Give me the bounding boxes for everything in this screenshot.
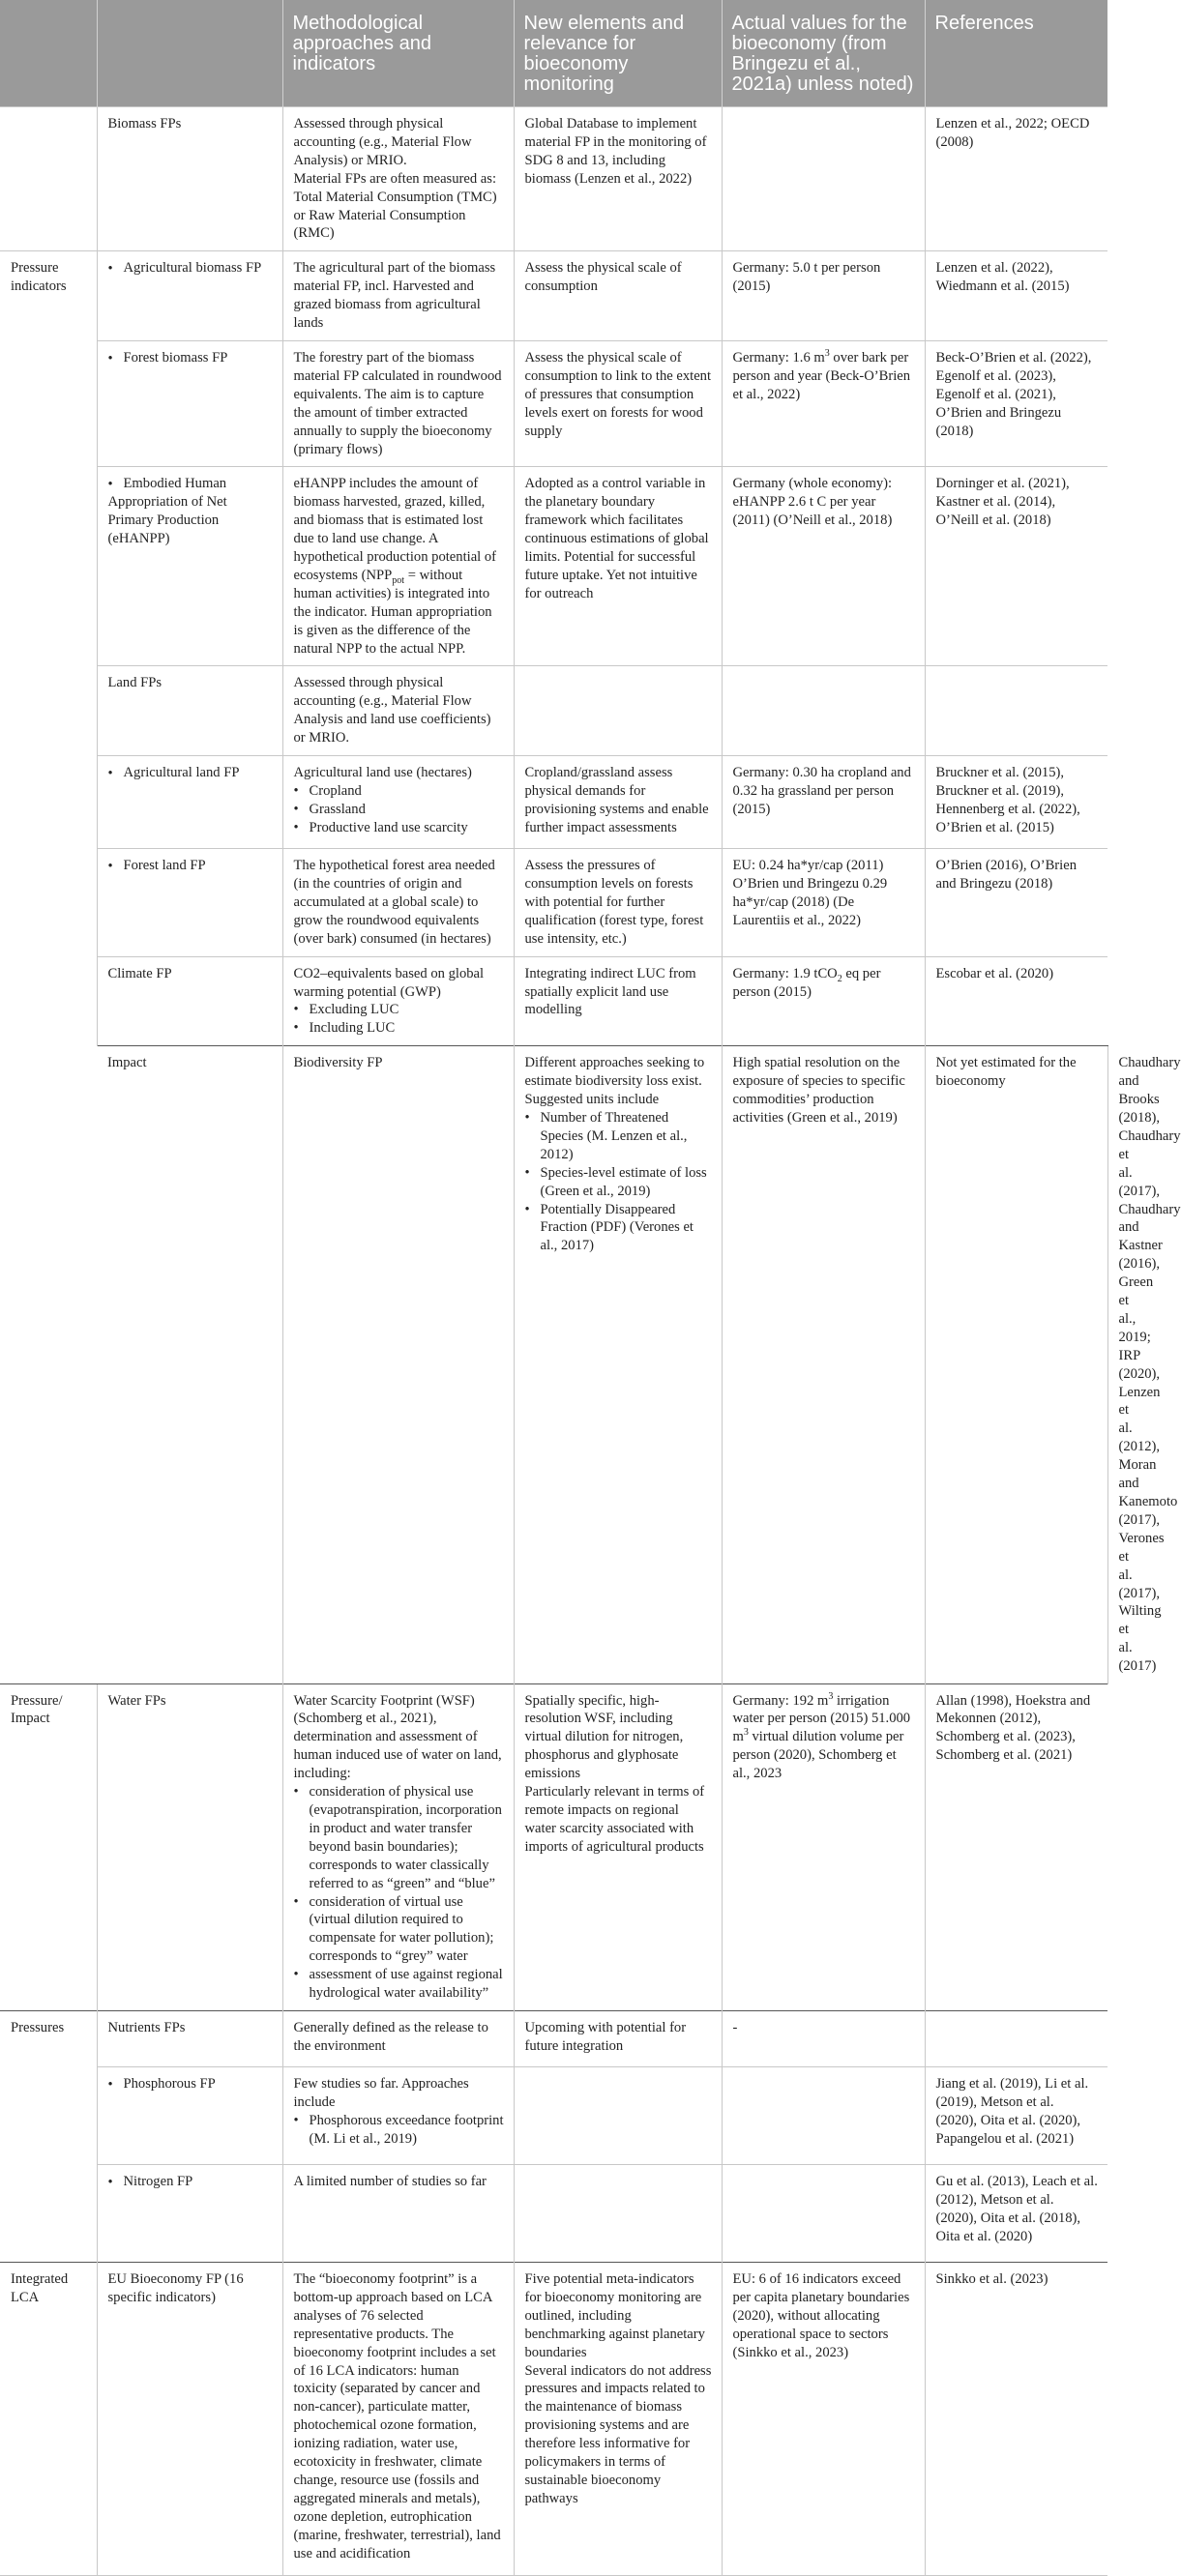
table-row — [0, 2010, 1107, 2066]
relevance-cell: Global Database to implement material FP in the monitoring of SDG 8 and 13, including biomass (Lenzen et al., 2022) — [514, 107, 722, 251]
references-cell: Jiang et al. (2019), Li et al. (2019), Metson et al. (2020), Oita et al. (2020), Papangelou et al. (2021) — [925, 2066, 1107, 2164]
relevance-cell — [514, 2164, 722, 2262]
header-category — [0, 0, 97, 107]
header-new-elements: New elements and relevance for bioeconomy monitoring — [514, 0, 722, 107]
references-cell: Bruckner et al. (2015), Bruckner et al. (2019), Hennenberg et al. (2022), O’Brien et al. (2015) — [925, 756, 1107, 849]
footprint-name: Land FPs — [97, 666, 282, 756]
method-cell: The forestry part of the biomass material FP calculated in roundwood equivalents. The aim is to capture the amount of timber extracted annually to supply the bioeconomy (primary flows) — [282, 340, 514, 466]
relevance-cell: Cropland/grassland assess physical demands for provisioning systems and enable further impact assessments — [514, 756, 722, 849]
values-cell: EU: 0.24 ha*yr/cap (2011) O’Brien und Bringezu 0.29 ha*yr/cap (2018) (De Laurentiis et al., 2022) — [722, 849, 925, 957]
footprint-name: Biomass FPs — [97, 107, 282, 251]
references-cell: Lenzen et al. (2022), Wiedmann et al. (2015) — [925, 251, 1107, 341]
footprint-name-text: • Phosphorous FP — [108, 2076, 216, 2092]
footprint-name-text: • Agricultural land FP — [108, 765, 240, 780]
footprint-name-text: • Embodied Human Appropriation of Net Primary Production (eHANPP) — [108, 476, 227, 546]
category-pressures: Pressures — [0, 2010, 97, 2262]
footprint-name: EU Bioeconomy FP (16 specific indicators) — [97, 2262, 282, 2575]
values-cell: Not yet estimated for the bioeconomy — [925, 1046, 1107, 1683]
table-row — [0, 2164, 1107, 2262]
list-item: • Species-level estimate of loss (Green et al., 2019) — [525, 1164, 712, 1201]
category-pressure-impact: Pressure/ Impact — [0, 1683, 97, 2010]
table-row — [0, 666, 1107, 756]
footprint-name: Nutrients FPs — [97, 2010, 282, 2066]
values-cell — [722, 666, 925, 756]
references-cell: Sinkko et al. (2023) — [925, 2262, 1107, 2575]
values-cell: Germany (whole economy): eHANPP 2.6 t C per year (2011) (O’Neill et al., 2018) — [722, 467, 925, 666]
relevance-cell: Assess the pressures of consumption levels on forests with potential for further qualification (forest type, forest use intensity, etc.) — [514, 849, 722, 957]
method-cell — [282, 107, 514, 251]
references-cell: Gu et al. (2013), Leach et al. (2012), Metson et al. (2020), Oita et al. (2018), Oita et al. (2020) — [925, 2164, 1107, 2262]
category-cell — [0, 107, 97, 251]
relevance-cell: Assess the physical scale of consumption to link to the extent of pressures that consumption levels exert on forests for wood supply — [514, 340, 722, 466]
values-cell: EU: 6 of 16 indicators exceed per capita planetary boundaries (2020), without allocating operational space to sectors (Sinkko et al., 2023) — [722, 2262, 925, 2575]
references-cell — [925, 2010, 1107, 2066]
table-row — [0, 756, 1107, 849]
list-item: • Phosphorous exceedance footprint (M. Li et al., 2019) — [294, 2112, 504, 2149]
method-cell: A limited number of studies so far — [282, 2164, 514, 2262]
footprint-name — [97, 756, 282, 849]
relevance-cell: Assess the physical scale of consumption — [514, 251, 722, 341]
table-row — [0, 340, 1107, 466]
list-item: • Cropland — [294, 782, 504, 801]
list-item: • Including LUC — [294, 1019, 504, 1038]
relevance-cell — [514, 666, 722, 756]
references-cell: Lenzen et al., 2022; OECD (2008) — [925, 107, 1107, 251]
footprint-name-text: • Nitrogen FP — [108, 2174, 193, 2189]
values-cell: Germany: 1.6 $m^3$ over bark per person and year (Beck-O’Brien et al., 2022) — [722, 340, 925, 466]
method-cell: The agricultural part of the biomass material FP, incl. Harvested and grazed biomass from agricultural lands — [282, 251, 514, 341]
header-references: References — [925, 0, 1107, 107]
footprint-name — [97, 340, 282, 466]
values-cell: Germany: 0.30 ha cropland and 0.32 ha grassland per person (2015) — [722, 756, 925, 849]
header-footprint — [97, 0, 282, 107]
method-cell: The hypothetical forest area needed (in the countries of origin and accumulated at a global scale) to grow the roundwood equivalents (over bark) consumed (in hectares) — [282, 849, 514, 957]
values-cell — [722, 107, 925, 251]
header-actual-values: Actual values for the bioeconomy (from Bringezu et al., 2021a) unless noted) — [722, 0, 925, 107]
references-cell: Allan (1998), Hoekstra and Mekonnen (2012), Schomberg et al. (2023), Schomberg et al. (2021) — [925, 1683, 1107, 2010]
footprint-name: Biodiversity FP — [282, 1046, 514, 1683]
list-item: • Productive land use scarcity — [294, 819, 504, 837]
method-cell: Few studies so far. Approaches include • Phosphorous exceedance footprint (M. Li et al., 2019) — [282, 2066, 514, 2164]
values-cell — [722, 2164, 925, 2262]
references-cell: Dorninger et al. (2021), Kastner et al. (2014), O’Neill et al. (2018) — [925, 467, 1107, 666]
table-row — [0, 467, 1107, 666]
list-item: • consideration of virtual use (virtual dilution required to compensate for water pollution); corresponds to “grey” water — [294, 1893, 504, 1967]
method-text: Assessed through physical accounting (e.g., Material Flow Analysis) or MRIO. — [293, 116, 472, 168]
category-pressure-indicators: Pressure indicators — [0, 251, 97, 1683]
method-cell: CO2–equivalents based on global warming potential (GWP) • Excluding LUC • Including LUC — [282, 956, 514, 1046]
footprint-name-text: • Agricultural biomass FP — [108, 260, 262, 276]
relevance-cell — [514, 2066, 722, 2164]
relevance-cell: Upcoming with potential for future integration — [514, 2010, 722, 2066]
list-item: • Potentially Disappeared Fraction (PDF) (Verones et al., 2017) — [525, 1201, 712, 1256]
references-cell: Escobar et al. (2020) — [925, 956, 1107, 1046]
footprint-name — [97, 251, 282, 341]
method-text: Material FPs are often measured as: — [293, 170, 497, 187]
method-text: Total Material Consumption (TMC) or Raw Material Consumption (RMC) — [293, 189, 497, 242]
relevance-cell: Five potential meta-indicators for bioeconomy monitoring are outlined, including benchmarking against planetary boundaries Several indicators do not address pressures and impacts related to the maintenance of biomass provisioning systems and are therefore less informative for policymakers in terms of sustainable bioeconomy pathways — [514, 2262, 722, 2575]
method-cell: Assessed through physical accounting (e.g., Material Flow Analysis and land use coefficients) or MRIO. — [282, 666, 514, 756]
values-cell — [722, 2066, 925, 2164]
relevance-cell: Adopted as a control variable in the planetary boundary framework which facilitates continuous estimations of global limits. Potential for successful future uptake. Yet not intuitive for outreach — [514, 467, 722, 666]
method-cell: Water Scarcity Footprint (WSF) (Schomberg et al., 2021), determination and assessment of human induced use of water on land, including: • consideration of physical use (evapotranspiration, incorporation in product and water transfer beyond basin boundaries); corresponds to water classically referred to as “green” and “blue” • consideration of virtual use (virtual dilution required to compensate for water pollution); corresponds to “grey” water • assessment of use against regional hydrological water availability” — [282, 1683, 514, 2010]
list-item: • assessment of use against regional hydrological water availability” — [294, 1966, 504, 2003]
list-item: • Grassland — [294, 801, 504, 819]
method-cell: Generally defined as the release to the environment — [282, 2010, 514, 2066]
method-cell: eHANPP includes the amount of biomass harvested, grazed, killed, and biomass that is estimated lost due to land use change. A hypothetical production potential of ecosystems ($NPP_{pot}$ = without human activities) is integrated into the indicator. Human appropriation is given as the difference of the natural NPP to the actual NPP. — [282, 467, 514, 666]
table-row — [0, 107, 1107, 251]
values-cell: Germany: 192 $m^3$ irrigation water per person (2015) 51.000 $m^3$ virtual dilution volume per person (2020), Schomberg et al., 2023 — [722, 1683, 925, 2010]
references-cell — [925, 666, 1107, 756]
footprint-name: Water FPs — [97, 1683, 282, 2010]
table-row — [0, 2066, 1107, 2164]
footprint-name-text: • Forest biomass FP — [108, 350, 228, 366]
category-integrated-lca: Integrated LCA — [0, 2262, 97, 2575]
method-cell: The “bioeconomy footprint” is a bottom-up approach based on LCA analyses of 76 selected representative products. The bioeconomy footprint includes a set of 16 LCA indicators: human toxicity (separated by cancer and non-cancer), particulate matter, photochemical ozone formation, ionizing radiation, water use, ecotoxicity in freshwater, climate change, resource use (fossils and aggregated minerals and metals), ozone depletion, eutrophication (marine, freshwater, terrestrial), land use and acidification — [282, 2262, 514, 2575]
relevance-cell: High spatial resolution on the exposure of species to specific commodities’ production activities (Green et al., 2019) — [722, 1046, 925, 1683]
category-impact: Impact — [97, 1046, 282, 1683]
values-cell: Germany: 5.0 t per person (2015) — [722, 251, 925, 341]
references-cell: O’Brien (2016), O’Brien and Bringezu (2018) — [925, 849, 1107, 957]
footprint-name — [97, 849, 282, 957]
relevance-cell: Spatially specific, high-resolution WSF, including virtual dilution for nitrogen, phosphorus and glyphosate emissions Particularly relevant in terms of remote impacts on regional water scarcity associated with imports of agricultural products — [514, 1683, 722, 2010]
table-row — [0, 956, 1107, 1046]
list-item: • consideration of physical use (evapotranspiration, incorporation in product and water transfer beyond basin boundaries); corresponds to water classically referred to as “green” and “blue” — [294, 1783, 504, 1892]
values-cell: Germany: 1.9 tCO$_2$ eq per person (2015) — [722, 956, 925, 1046]
table-row — [0, 251, 1107, 341]
relevance-cell: Integrating indirect LUC from spatially explicit land use modelling — [514, 956, 722, 1046]
footprint-name: Climate FP — [97, 956, 282, 1046]
values-cell: - — [722, 2010, 925, 2066]
footprint-name — [97, 2066, 282, 2164]
list-item: • Number of Threatened Species (M. Lenzen et al., 2012) — [525, 1109, 712, 1164]
header-methodological-approaches: Methodological approaches and indicators — [282, 0, 514, 107]
footprint-name — [97, 467, 282, 666]
footprint-name-text: • Forest land FP — [108, 858, 206, 873]
table-row — [0, 849, 1107, 957]
table-row — [0, 1683, 1107, 2010]
table-row: Impact Biodiversity FP Different approaches seeking to estimate biodiversity loss exist. Suggested units include • Number of Threatened Species (M. Lenzen et al., 2012) • Species-level estimate of loss (Green et al., 2019) • Potentially Disappeared Fraction (PDF) (Verones et al., 2017) High spatial resolution on the exposure of species to specific commodities’ production activities (Green et al., 2019) Not yet estimated for the bioeconomy Chaudhary and Brooks (2018), Chaudhary et al. (2017), Chaudhary and Kastner (2016), Green et al., 2019; IRP (2020), Lenzen et al. (2012), Moran and Kanemoto (2017), Verones et al. (2017), Wilting et al. (2017) — [0, 1046, 1107, 1683]
list-item: • Excluding LUC — [294, 1001, 504, 1019]
footprint-name — [97, 2164, 282, 2262]
references-cell: Beck-O’Brien et al. (2022), Egenolf et al. (2023), Egenolf et al. (2021), O’Brien and Bringezu (2018) — [925, 340, 1107, 466]
table-header-row — [0, 0, 1107, 107]
method-cell: Different approaches seeking to estimate biodiversity loss exist. Suggested units include • Number of Threatened Species (M. Lenzen et al., 2012) • Species-level estimate of loss (Green et al., 2019) • Potentially Disappeared Fraction (PDF) (Verones et al., 2017) — [514, 1046, 722, 1683]
table-row — [0, 2262, 1107, 2575]
method-cell: Agricultural land use (hectares) • Cropland • Grassland • Productive land use scarcity — [282, 756, 514, 849]
